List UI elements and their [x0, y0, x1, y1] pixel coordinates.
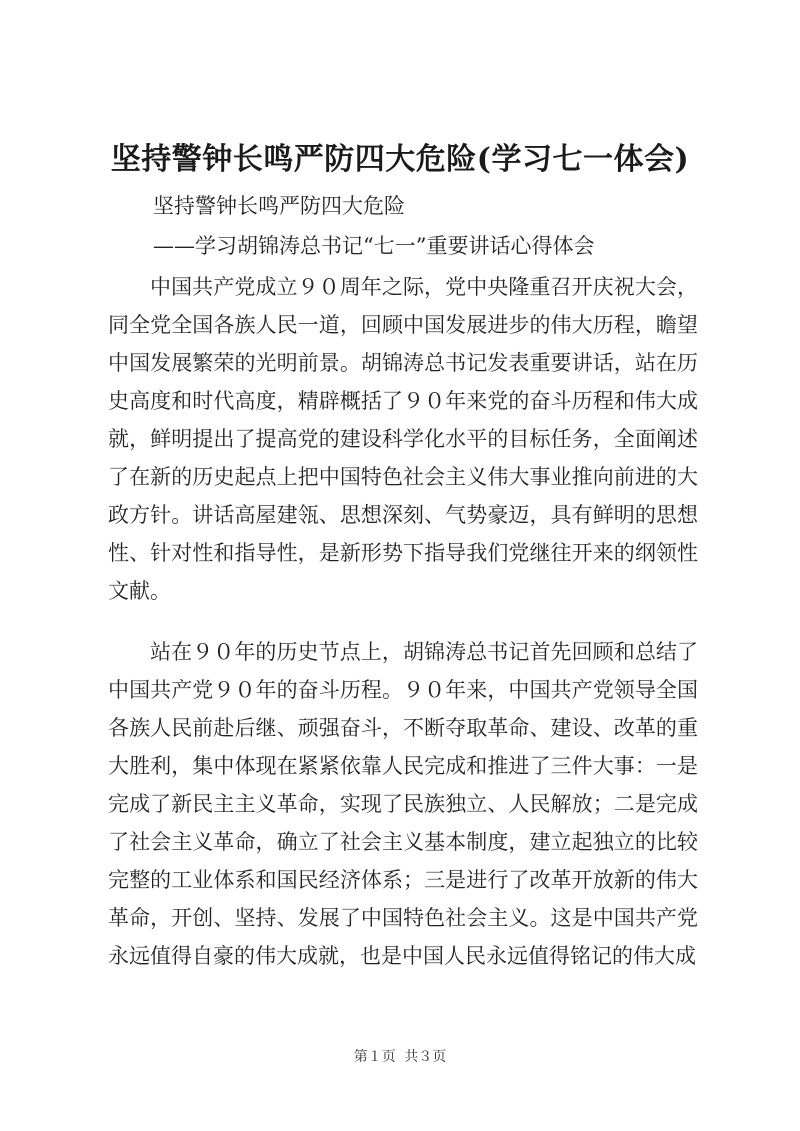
- body-paragraph: 中国共产党成立９０周年之际，党中央隆重召开庆祝大会，同全党全国各族人民一道，回顾中国发展进步的伟大历程，瞻望中国发展繁荣的光明前景。胡锦涛总书记发表重要讲话，站在历史高度和时代高度，精辟概括了９０年来党的奋斗历程和伟大成就，鲜明提出了提高党的建设科学化水平的目标任务，全面阐述了在新的历史起点上把中国特色社会主义伟大事业推向前进的大政方针。讲话高屋建瓴、思想深刻、气势豪迈，具有鲜明的思想性、针对性和指导性，是新形势下指导我们党继往开来的纲领性文献。: [108, 275, 698, 603]
- page-total: 共３页: [404, 1049, 447, 1065]
- page-footer: [0, 1046, 800, 1066]
- body-paragraph-1-block: [108, 268, 698, 610]
- body-paragraph-2-block: [108, 633, 698, 975]
- document-title: 坚持警钟长鸣严防四大危险(学习七一体会): [110, 142, 690, 177]
- page-number: 第１页: [353, 1049, 396, 1065]
- subtitle-line-2: ——学习胡锦涛总书记“七一”重要讲话心得体会: [153, 234, 595, 258]
- body-paragraph: 站在９０年的历史节点上，胡锦涛总书记首先回顾和总结了中国共产党９０年的奋斗历程。９０年来，中国共产党领导全国各族人民前赴后继、顽强奋斗，不断夺取革命、建设、改革的重大胜利，集中体现在紧紧依靠人民完成和推进了三件大事：一是完成了新民主主义革命，实现了民族独立、人民解放；二是完成了社会主义革命，确立了社会主义基本制度，建立起独立的比较完整的工业体系和国民经济体系；三是进行了改革开放新的伟大革命，开创、坚持、发展了中国特色社会主义。这是中国共产党永远值得自豪的伟大成就，也是中国人民永远值得铭记的伟大成: [108, 640, 698, 968]
- subtitle-line-1: 坚持警钟长鸣严防四大危险: [153, 194, 405, 218]
